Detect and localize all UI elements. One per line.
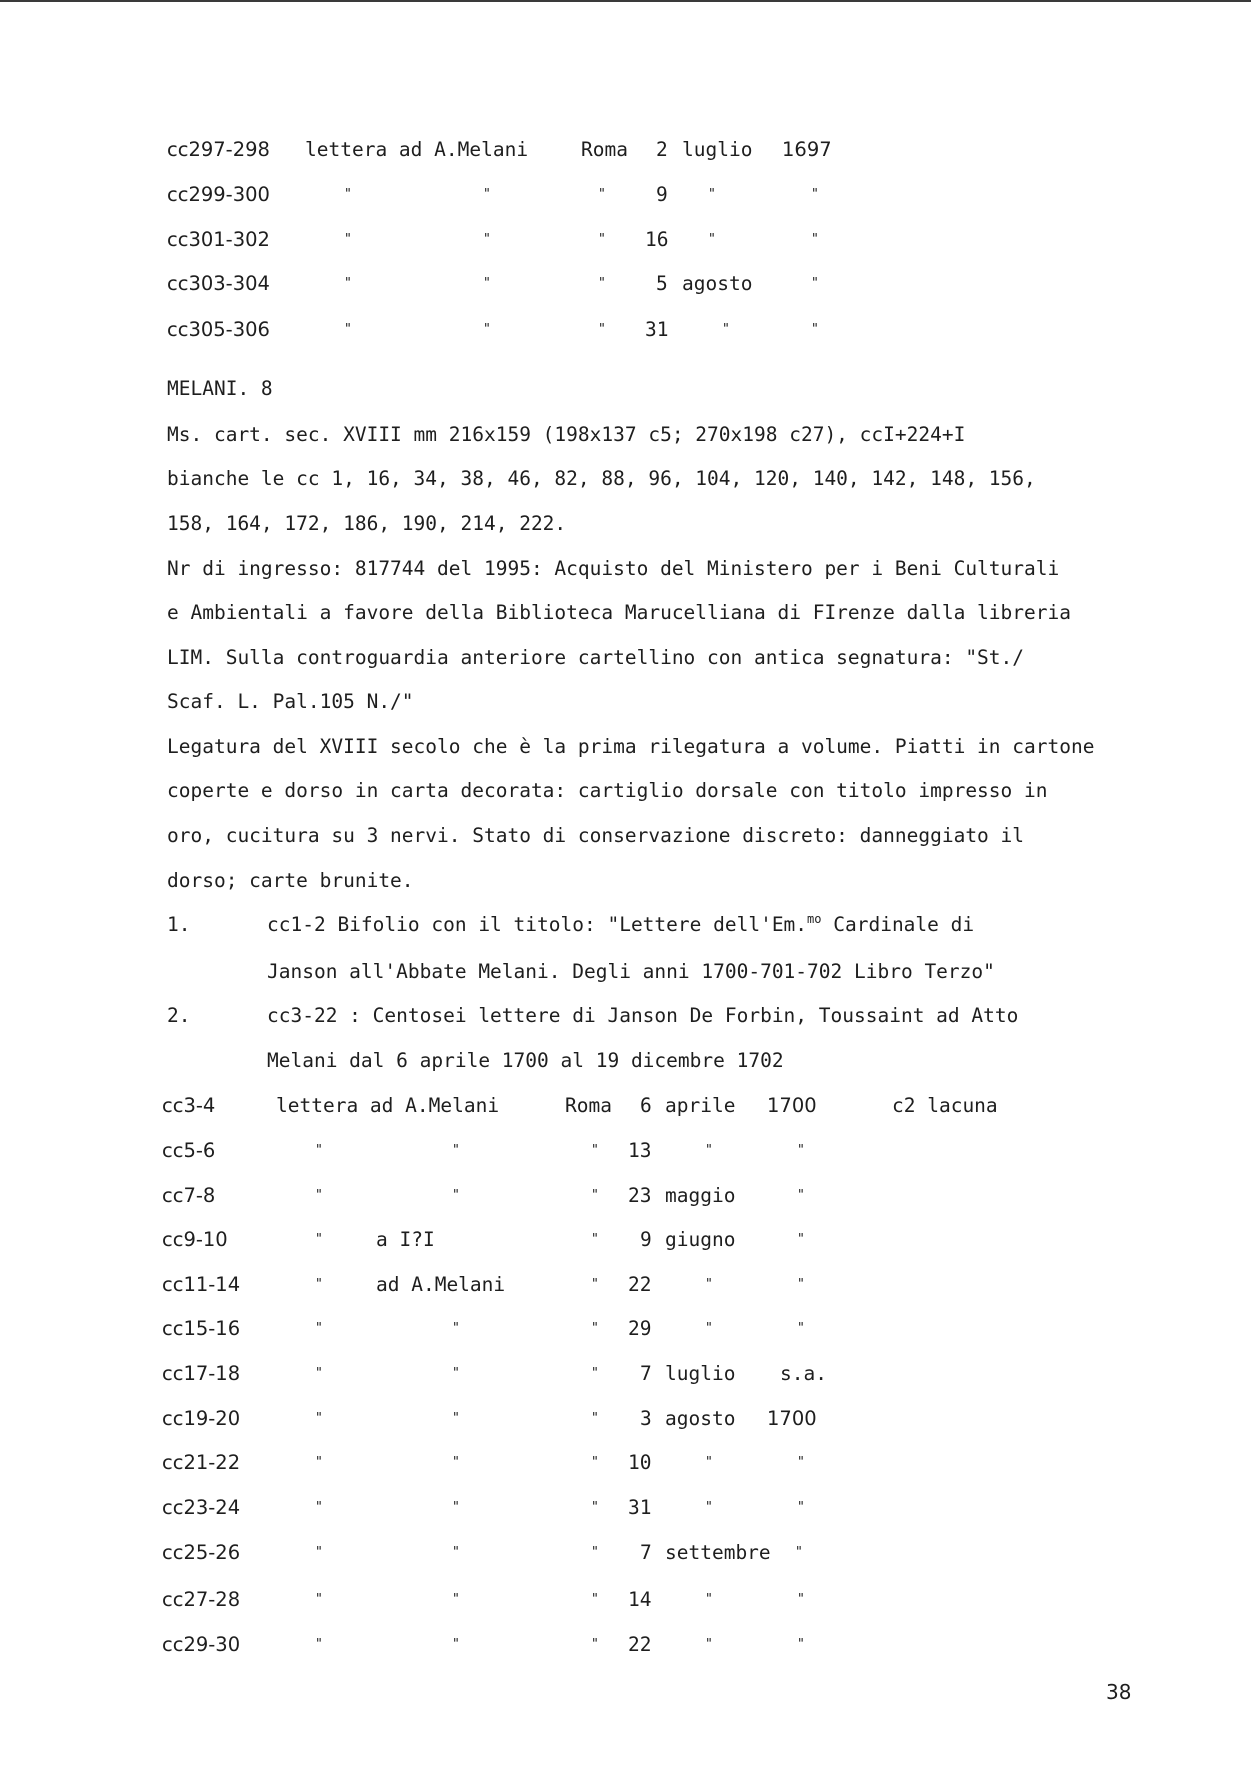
letter-ref: cc23-24	[162, 1496, 241, 1519]
ditto-year: "	[797, 1143, 805, 1158]
top-border	[0, 0, 1251, 2]
letter-day: 6	[640, 1094, 652, 1117]
letter-ref: cc29-30	[162, 1633, 241, 1656]
description-line: bianche le cc 1, 16, 34, 38, 46, 82, 88, 96, 104, 120, 140, 142, 148, 156,	[167, 467, 1036, 490]
ditto-month: "	[705, 1277, 713, 1292]
ditto-year: "	[811, 232, 819, 247]
table-row	[0, 1315, 1251, 1343]
table-row	[0, 181, 1251, 209]
ditto-desc2: "	[483, 232, 491, 247]
manuscript-heading: MELANI. 8	[167, 377, 273, 400]
ditto-month: "	[708, 232, 716, 247]
item-line: Melani dal 6 aprile 1700 al 19 dicembre 1702	[267, 1049, 784, 1072]
ditto-place: "	[598, 322, 606, 337]
ditto-desc: "	[315, 1592, 323, 1607]
item-number: 2.	[167, 1004, 191, 1027]
ditto-place: "	[591, 1232, 599, 1247]
ditto-year: "	[811, 276, 819, 291]
table-row	[0, 1182, 1251, 1210]
item-number: 1.	[167, 913, 191, 936]
table-row	[0, 1405, 1251, 1433]
letter-ref: cc7-8	[162, 1184, 216, 1207]
description-line: 158, 164, 172, 186, 190, 214, 222.	[167, 512, 567, 535]
letter-ref: cc303-304	[167, 272, 270, 295]
ditto-desc2: "	[483, 187, 491, 202]
ditto-place: "	[591, 1277, 599, 1292]
ditto-desc2: "	[452, 1188, 460, 1203]
ditto-year: "	[797, 1277, 805, 1292]
description-line: Scaf. L. Pal.105 N./"	[167, 690, 414, 713]
ditto-desc2: "	[452, 1411, 460, 1426]
ditto-place: "	[591, 1455, 599, 1470]
letter-ref: cc297-298	[167, 138, 270, 161]
ditto-desc: "	[315, 1545, 323, 1560]
table-row	[0, 136, 1251, 164]
letter-ref: cc9-10	[162, 1228, 228, 1251]
letter-desc: lettera ad A.Melani	[305, 138, 529, 161]
letter-month: agosto	[665, 1407, 736, 1430]
letter-day: 9	[656, 183, 668, 206]
ditto-place: "	[591, 1545, 599, 1560]
item-line	[267, 911, 974, 939]
letter-day: 9	[640, 1228, 652, 1251]
letter-day: 7	[640, 1541, 652, 1564]
ditto-year: "	[797, 1592, 805, 1607]
ditto-desc2: "	[483, 322, 491, 337]
ditto-place: "	[591, 1411, 599, 1426]
letter-desc: lettera ad A.Melani	[276, 1094, 500, 1117]
letter-ref: cc305-306	[167, 318, 270, 341]
ditto-year: "	[811, 187, 819, 202]
ditto-place: "	[591, 1637, 599, 1652]
description-line: oro, cucitura su 3 nervi. Stato di conservazione discreto: danneggiato il	[167, 824, 1025, 847]
ditto-desc2: "	[452, 1366, 460, 1381]
letter-year: s.a.	[780, 1362, 827, 1385]
letter-day: 13	[628, 1139, 652, 1162]
ditto-month: "	[705, 1143, 713, 1158]
item-text: cc1-2 Bifolio con il titolo: "Lettere dell'Em.	[267, 913, 808, 936]
ditto-place: "	[591, 1366, 599, 1381]
page-number: 38	[1106, 1680, 1132, 1704]
ditto-desc: "	[315, 1500, 323, 1515]
ditto-desc: "	[315, 1366, 323, 1381]
letter-day: 2	[656, 138, 668, 161]
ditto-desc: "	[315, 1637, 323, 1652]
letter-recipient: ad A.Melani	[376, 1273, 506, 1296]
letter-day: 3	[640, 1407, 652, 1430]
letter-day: 22	[628, 1633, 652, 1656]
ditto-desc2: "	[452, 1500, 460, 1515]
ditto-month: "	[705, 1455, 713, 1470]
table-row	[0, 1137, 1251, 1165]
letter-day: 31	[628, 1496, 652, 1519]
letter-year: 1700	[767, 1094, 817, 1117]
description-line: Legatura del XVIII secolo che è la prima rilegatura a volume. Piatti in cartone	[167, 735, 1095, 758]
letter-ref: cc5-6	[162, 1139, 216, 1162]
ditto-month: "	[708, 187, 716, 202]
letter-month: settembre	[665, 1541, 771, 1564]
letter-month: aprile	[665, 1094, 736, 1117]
letter-day: 31	[645, 318, 669, 341]
item-line: Janson all'Abbate Melani. Degli anni 1700-701-702 Libro Terzo"	[267, 960, 995, 983]
table-row	[0, 1494, 1251, 1522]
table-row	[0, 1631, 1251, 1659]
ditto-desc: "	[315, 1232, 323, 1247]
letter-day: 10	[628, 1451, 652, 1474]
letter-place: Roma	[581, 138, 628, 161]
table-row	[0, 1226, 1251, 1254]
letter-day: 23	[628, 1184, 652, 1207]
letter-ref: cc301-302	[167, 228, 270, 251]
ditto-year: "	[797, 1321, 805, 1336]
ditto-month: "	[705, 1637, 713, 1652]
ditto-year: "	[797, 1637, 805, 1652]
ditto-desc: "	[315, 1277, 323, 1292]
table-row	[0, 1586, 1251, 1614]
ditto-desc: "	[315, 1143, 323, 1158]
table-row	[0, 270, 1251, 298]
ditto-month: "	[705, 1592, 713, 1607]
ditto-desc: "	[344, 322, 352, 337]
ditto-place: "	[591, 1592, 599, 1607]
table-row	[0, 1539, 1251, 1567]
ditto-desc: "	[315, 1455, 323, 1470]
letter-ref: cc15-16	[162, 1317, 241, 1340]
ditto-place: "	[598, 232, 606, 247]
ditto-desc: "	[315, 1321, 323, 1336]
ditto-year: "	[797, 1232, 805, 1247]
ditto-desc: "	[315, 1411, 323, 1426]
ditto-desc: "	[315, 1188, 323, 1203]
ditto-year: "	[795, 1545, 803, 1560]
letter-day: 14	[628, 1588, 652, 1611]
letter-ref: cc11-14	[162, 1273, 241, 1296]
item-text: Cardinale di	[821, 913, 975, 936]
letter-day: 16	[645, 228, 669, 251]
table-row	[0, 316, 1251, 344]
letter-day: 7	[640, 1362, 652, 1385]
superscript: mo	[807, 912, 822, 926]
letter-note: c2 lacuna	[892, 1094, 998, 1117]
ditto-place: "	[598, 187, 606, 202]
ditto-year: "	[797, 1188, 805, 1203]
table-row	[0, 1271, 1251, 1299]
letter-year: 1697	[782, 138, 832, 161]
letter-ref: cc19-20	[162, 1407, 241, 1430]
ditto-place: "	[591, 1321, 599, 1336]
letter-year: 1700	[767, 1407, 817, 1430]
ditto-desc: "	[344, 276, 352, 291]
ditto-desc: "	[344, 232, 352, 247]
table-row	[0, 1449, 1251, 1477]
ditto-month: "	[705, 1321, 713, 1336]
description-line: Ms. cart. sec. XVIII mm 216x159 (198x137 c5; 270x198 c27), ccI+224+I	[167, 423, 966, 446]
ditto-place: "	[591, 1143, 599, 1158]
table-row	[0, 1092, 1251, 1120]
letter-ref: cc21-22	[162, 1451, 241, 1474]
description-line: e Ambientali a favore della Biblioteca Marucelliana di FIrenze dalla libreria	[167, 601, 1071, 624]
letter-ref: cc25-26	[162, 1541, 241, 1564]
letter-month: luglio	[665, 1362, 736, 1385]
letter-recipient: a I?I	[376, 1228, 435, 1251]
letter-month: maggio	[665, 1184, 736, 1207]
ditto-desc: "	[344, 187, 352, 202]
item-line: cc3-22 : Centosei lettere di Janson De Forbin, Toussaint ad Atto	[267, 1004, 1019, 1027]
letter-day: 5	[656, 272, 668, 295]
ditto-desc2: "	[452, 1143, 460, 1158]
ditto-year: "	[797, 1500, 805, 1515]
ditto-desc2: "	[452, 1592, 460, 1607]
ditto-desc2: "	[452, 1545, 460, 1560]
ditto-desc2: "	[452, 1637, 460, 1652]
description-line: coperte e dorso in carta decorata: cartiglio dorsale con titolo impresso in	[167, 779, 1048, 802]
description-line: Nr di ingresso: 817744 del 1995: Acquisto del Ministero per i Beni Culturali	[167, 557, 1060, 580]
ditto-place: "	[591, 1500, 599, 1515]
ditto-year: "	[797, 1455, 805, 1470]
letter-ref: cc17-18	[162, 1362, 241, 1385]
ditto-desc2: "	[452, 1321, 460, 1336]
letter-ref: cc3-4	[162, 1094, 216, 1117]
ditto-desc2: "	[483, 276, 491, 291]
ditto-year: "	[811, 322, 819, 337]
ditto-desc2: "	[452, 1455, 460, 1470]
ditto-month: "	[722, 322, 730, 337]
letter-month: giugno	[665, 1228, 736, 1251]
ditto-place: "	[598, 276, 606, 291]
description-line: dorso; carte brunite.	[167, 869, 414, 892]
description-line: LIM. Sulla controguardia anteriore cartellino con antica segnatura: "St./	[167, 646, 1025, 669]
letter-day: 22	[628, 1273, 652, 1296]
letter-day: 29	[628, 1317, 652, 1340]
letter-place: Roma	[565, 1094, 612, 1117]
letter-month: agosto	[682, 272, 753, 295]
ditto-place: "	[591, 1188, 599, 1203]
letter-ref: cc27-28	[162, 1588, 241, 1611]
ditto-month: "	[705, 1500, 713, 1515]
table-row	[0, 226, 1251, 254]
letter-ref: cc299-300	[167, 183, 270, 206]
table-row	[0, 1360, 1251, 1388]
letter-month: luglio	[682, 138, 753, 161]
